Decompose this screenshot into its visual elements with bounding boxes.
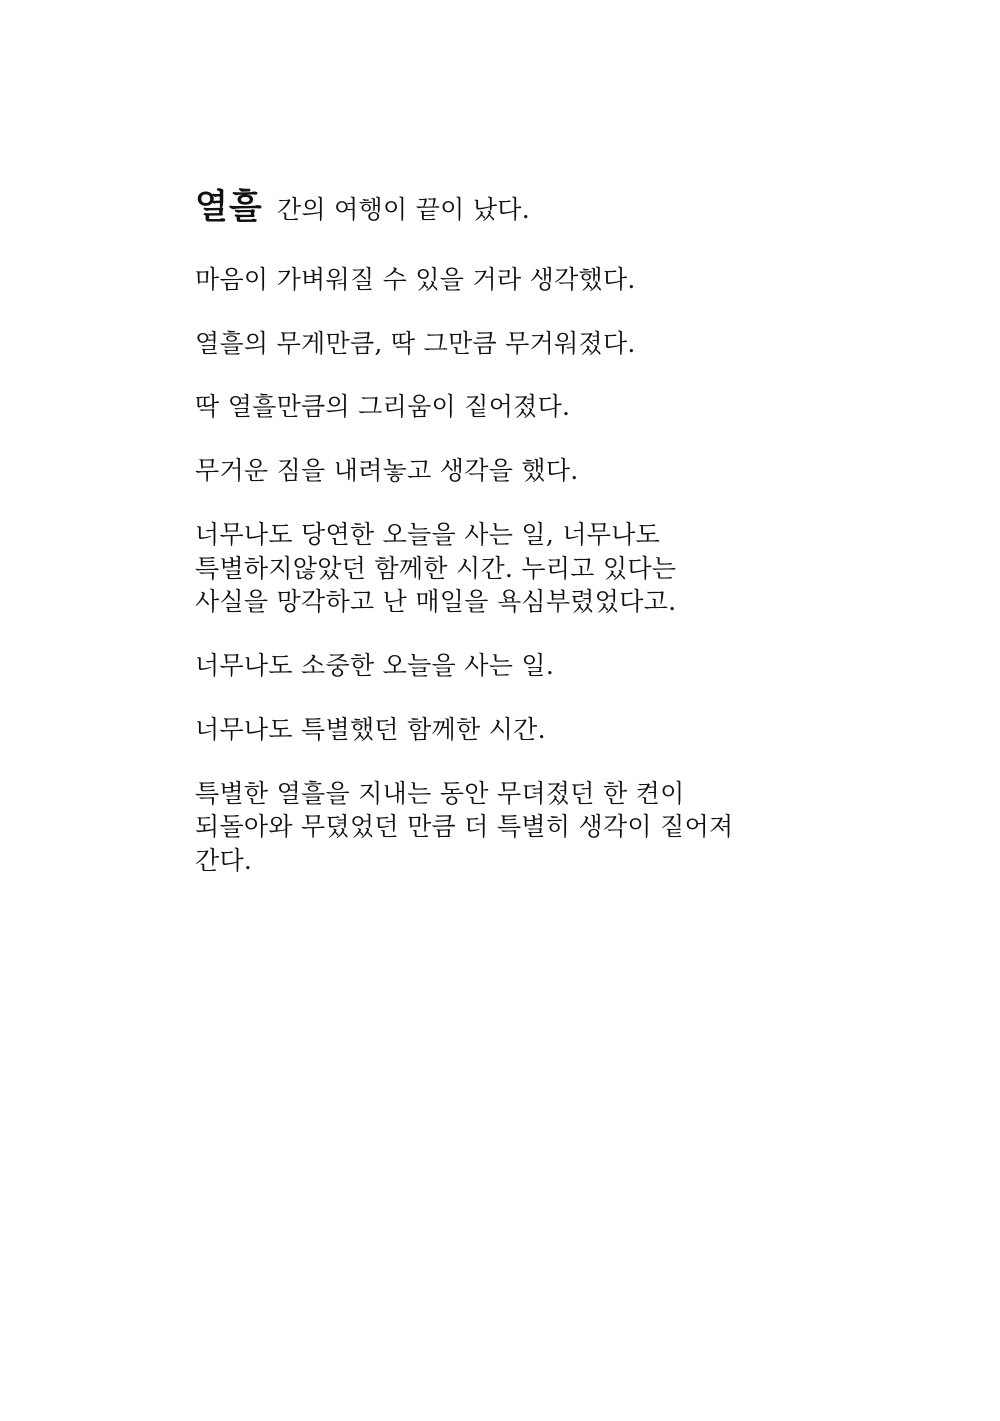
paragraph-4: 딱 열흘만큼의 그리움이 짙어졌다. [195,392,571,422]
paragraph-3: 열흘의 무게만큼, 딱 그만큼 무거워졌다. [195,328,636,358]
paragraph-5: 무거운 짐을 내려놓고 생각을 했다. [195,456,579,486]
page-bottom-whitespace [195,908,755,1328]
paragraph-lead [195,185,755,231]
paragraph-8: 너무나도 특별했던 함께한 시간. [195,714,546,744]
document-body [195,185,755,1328]
paragraph-2: 마음이 가벼워질 수 있을 거라 생각했다. [195,264,636,294]
drop-cap: 열흘 [195,187,263,227]
paragraph-lead-text: 간의 여행이 끝이 났다. [268,195,530,224]
paragraph-9: 특별한 열흘을 지내는 동안 무뎌졌던 한 켠이 되돌아와 무뎠었던 만큼 더 특별히 생각이 짙어져 간다. [195,778,734,876]
paragraph-6: 너무나도 당연한 오늘을 사는 일, 너무나도 특별하지않았던 함께한 시간. 누리고 있다는 사실을 망각하고 난 매일을 욕심부렸었다고. [195,519,677,617]
paragraph-7: 너무나도 소중한 오늘을 사는 일. [195,651,555,681]
